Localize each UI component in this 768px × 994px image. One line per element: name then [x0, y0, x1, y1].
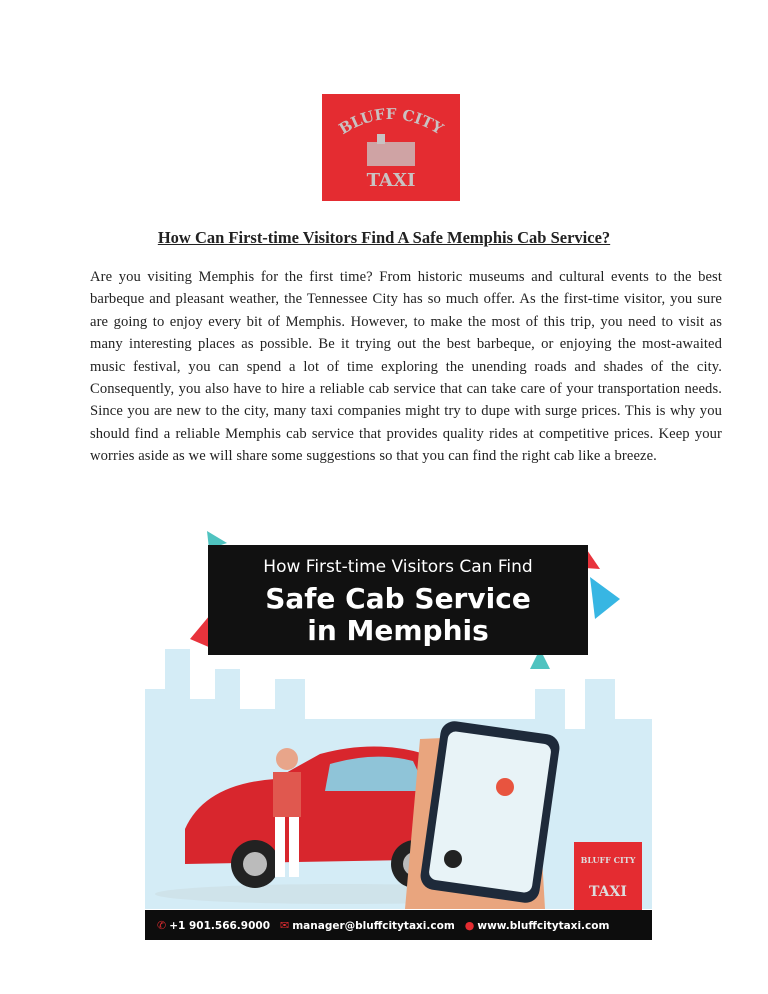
bluff-city-taxi-logo: [322, 94, 460, 201]
mail-icon: ✉: [280, 918, 290, 932]
hero-image: [145, 529, 652, 940]
svg-text:BLUFF CITY: BLUFF CITY: [335, 104, 447, 139]
phone-number: +1 901.566.9000: [169, 919, 271, 932]
article-paragraph: Are you visiting Memphis for the first time? From historic museums and cultural events to the best barbeque and pleasant weather, the Tennessee City has so much offer. As the first-time visitor, you sure are going to enjoy every bit of Memphis. However, to make the most of this trip, you need to visit as many interesting places as possible. Be it trying out the best barbeque, or enjoying the most-awaited music festival, you can spend a lot of time exploring the unending roads and shades of the city. Consequently, you also have to hire a reliable cab service that can take care of your transportation needs. Since you are new to the city, many taxi companies might try to dupe with surge prices. This is why you should find a reliable Memphis cab service that provides quality rides at competitive prices. Keep your worries aside as we will share some suggestions so that you can find the right cab like a breeze.: [90, 269, 722, 465]
hero-logo-line2: TAXI: [589, 884, 627, 900]
banner-line-1: How First-time Visitors Can Find: [263, 557, 533, 577]
email-address: manager@bluffcitytaxi.com: [292, 919, 455, 932]
svg-text:TAXI: TAXI: [366, 170, 416, 191]
article-title: How Can First-time Visitors Find A Safe Memphis Cab Service?: [157, 228, 611, 247]
hero-logo-line1: BLUFF CITY: [580, 855, 636, 865]
banner-line-2: Safe Cab Service: [265, 582, 531, 615]
contact-bar: [145, 910, 652, 940]
hero-banner: [208, 545, 588, 655]
globe-icon: ●: [464, 918, 475, 932]
hero-logo: [574, 842, 642, 910]
website-url: www.bluffcitytaxi.com: [477, 919, 610, 932]
banner-line-3: in Memphis: [307, 614, 489, 647]
phone-icon: ✆: [157, 918, 167, 932]
